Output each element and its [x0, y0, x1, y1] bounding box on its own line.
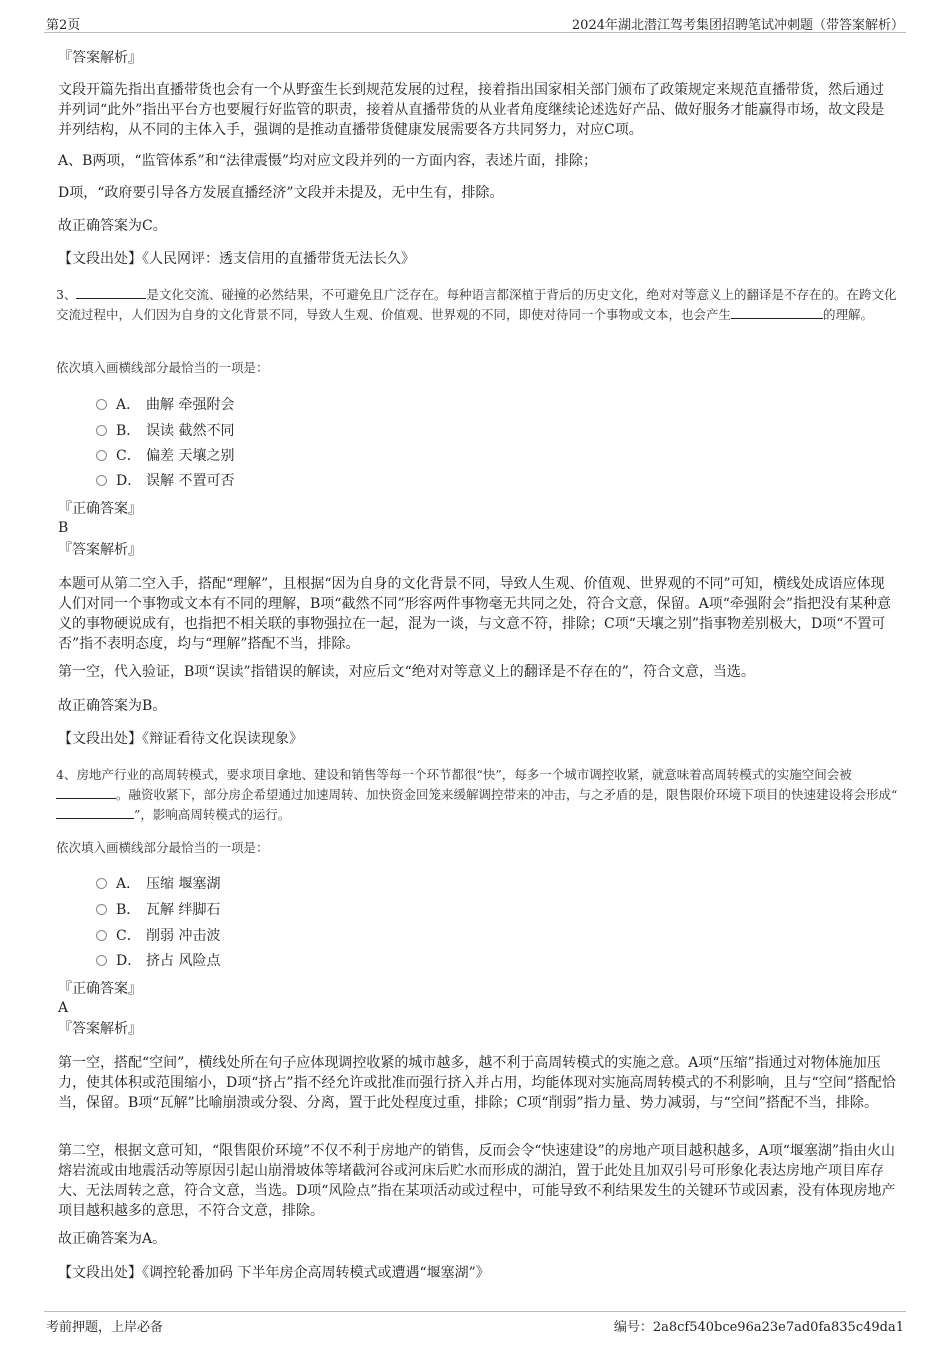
radio-icon[interactable]: [96, 399, 107, 410]
q2-analysis-p1: 文段开篇先指出直播带货也会有一个从野蛮生长到规范发展的过程，接着指出国家相关部门颁布了政策规定来规范直播带货，然后通过并列词“此外”指出平台方也要履行好监管的职责，接着从直播带货的从业者角度继续论述选好产品、做好服务才能赢得市场，故文段是并列结构，从不同的主体入手，强调的是推动直播带货健康发展需要各方共同努力，对应C项。: [58, 82, 885, 138]
q4-stem-part-a: 房地产行业的高周转模式，要求项目拿地、建设和销售等每一个环节都很“快”，每多一个城市调控收紧，就意味着高周转模式的实施空间会被: [76, 767, 852, 782]
q3-stem: [56, 285, 901, 325]
q4-stem-part-b: 。融资收紧下，部分房企希望通过加速周转、加快资金回笼来缓解调控带来的冲击，与之矛盾的是，限售限价环境下项目的快速建设将会形成“: [116, 787, 898, 802]
document-id: 编号：2a8cf540bce96a23e7ad0fa835c49da1: [613, 1320, 904, 1335]
q3-stem-part-b: 的理解。: [823, 307, 874, 322]
footer-slogan: 考前押题，上岸必备: [46, 1320, 164, 1335]
q4-number: 4、: [56, 767, 77, 782]
q4-source: 【文段出处】《调控轮番加码 下半年房企高周转模式或遭遇“堰塞湖”》: [58, 1265, 490, 1281]
q3-analysis-p2: 第一空，代入验证，B项“误读”指错误的解读，对应后文“绝对对等意义上的翻译是不存在的”，符合文意，当选。: [58, 664, 755, 680]
q3-option-d[interactable]: D． 误解 不置可否: [96, 471, 234, 491]
q3-analysis-p3: 故正确答案为B。: [58, 698, 167, 714]
q2-source: 【文段出处】《人民网评：透支信用的直播带货无法长久》: [58, 251, 415, 267]
q2-analysis-p3: D项，“政府要引导各方发展直播经济”文段并未提及，无中生有，排除。: [58, 185, 504, 201]
q4-answer-label: 『正确答案』: [58, 981, 142, 997]
q4-prompt: 依次填入画横线部分最恰当的一项是：: [56, 840, 269, 855]
q3-number: 3、: [56, 287, 77, 302]
q3-answer: B: [58, 520, 69, 536]
q4-answer: A: [58, 1000, 69, 1016]
q3-blank-1: [76, 286, 146, 299]
q4-analysis-p2: 第二空，根据文意可知，“限售限价环境”不仅不利于房地产的销售，反而会令“快速建设”的房地产项目越积越多，A项“堰塞湖”指由火山熔岩流或由地震活动等原因引起山崩滑坡体等堵截河谷或河床后贮水而形成的湖泊，置于此处且加双引号可形象化表达房地产项目库存大、无法周转之意，符合文意，当选。D项“风险点”指在某项活动或过程中，可能导致不利结果发生的关键环节或因素，没有体现房地产项目越积越多的意思，不符合文意，排除。: [58, 1143, 896, 1219]
q3-analysis-label: 『答案解析』: [58, 542, 142, 558]
q3-option-b[interactable]: B． 误读 截然不同: [96, 421, 234, 441]
q4-blank-2: [56, 806, 134, 819]
radio-icon[interactable]: [96, 475, 107, 486]
q4-analysis-p3: 故正确答案为A。: [58, 1231, 167, 1247]
q4-option-a[interactable]: A． 压缩 堰塞湖: [96, 874, 220, 894]
document-title: 2024年湖北潜江驾考集团招聘笔试冲刺题（带答案解析）: [571, 18, 904, 33]
page-header: [44, 10, 906, 33]
q4-blank-1: [56, 786, 116, 799]
radio-icon[interactable]: [96, 450, 107, 461]
q3-source: 【文段出处】《辩证看待文化误读现象》: [58, 731, 303, 747]
q3-option-a[interactable]: A． 曲解 牵强附会: [96, 395, 234, 415]
radio-icon[interactable]: [96, 878, 107, 889]
radio-icon[interactable]: [96, 425, 107, 436]
page-footer: [44, 1311, 906, 1335]
q3-prompt: 依次填入画横线部分最恰当的一项是：: [56, 360, 269, 375]
q4-analysis-p1: 第一空，搭配“空间”，横线处所在句子应体现调控收紧的城市越多，越不利于高周转模式的实施之意。A项“压缩”指通过对物体施加压力，使其体积或范围缩小，D项“挤占”指不经允许或批准而强行挤入并占用，均能体现对实施高周转模式的不利影响，且与“空间”搭配恰当，保留。B项“瓦解”比喻崩溃或分裂、分离，置于此处程度过重，排除；C项“削弱”指力量、势力减弱，与“空间”搭配不当，排除。: [58, 1055, 896, 1111]
q4-analysis-label: 『答案解析』: [58, 1021, 142, 1037]
q4-option-c[interactable]: C． 削弱 冲击波: [96, 926, 220, 946]
page-number: 第2页: [46, 18, 81, 33]
q3-blank-2: [731, 306, 823, 319]
q2-analysis-label: 『答案解析』: [58, 50, 142, 66]
q3-analysis-p1: 本题可从第二空入手，搭配“理解”，且根据“因为自身的文化背景不同，导致人生观、价值观、世界观的不同”可知，横线处成语应体现人们对同一个事物或文本有不同的理解，B项“截然不同”形容两件事物毫无共同之处，符合文意，保留。A项“牵强附会”指把没有某种意义的事物硬说成有，也指把不相关联的事物强拉在一起，混为一谈，与文意不符，排除；C项“天壤之别”指事物差别极大，D项“不置可否”指不表明态度，均与“理解”搭配不当，排除。: [58, 576, 892, 652]
radio-icon[interactable]: [96, 930, 107, 941]
q4-option-d[interactable]: D． 挤占 风险点: [96, 951, 220, 971]
q3-stem-part-a: 是文化交流、碰撞的必然结果，不可避免且广泛存在。每种语言都深植于背后的历史文化，绝对对等意义上的翻译是不存在的。在跨文化交流过程中，人们因为自身的文化背景不同，导致人生观、价值观、世界观的不同，即使对待同一个事物或文本，也会产生: [56, 287, 897, 322]
q2-analysis-p2: A、B两项，“监管体系”和“法律震慑”均对应文段并列的一方面内容，表述片面，排除；: [58, 153, 598, 169]
q3-option-c[interactable]: C． 偏差 天壤之别: [96, 446, 234, 466]
radio-icon[interactable]: [96, 904, 107, 915]
radio-icon[interactable]: [96, 955, 107, 966]
q3-answer-label: 『正确答案』: [58, 501, 142, 517]
q4-option-b[interactable]: B． 瓦解 绊脚石: [96, 900, 220, 920]
q4-stem: [56, 765, 901, 825]
q4-stem-part-c: ”，影响高周转模式的运行。: [134, 807, 291, 822]
q2-analysis-p4: 故正确答案为C。: [58, 218, 167, 234]
